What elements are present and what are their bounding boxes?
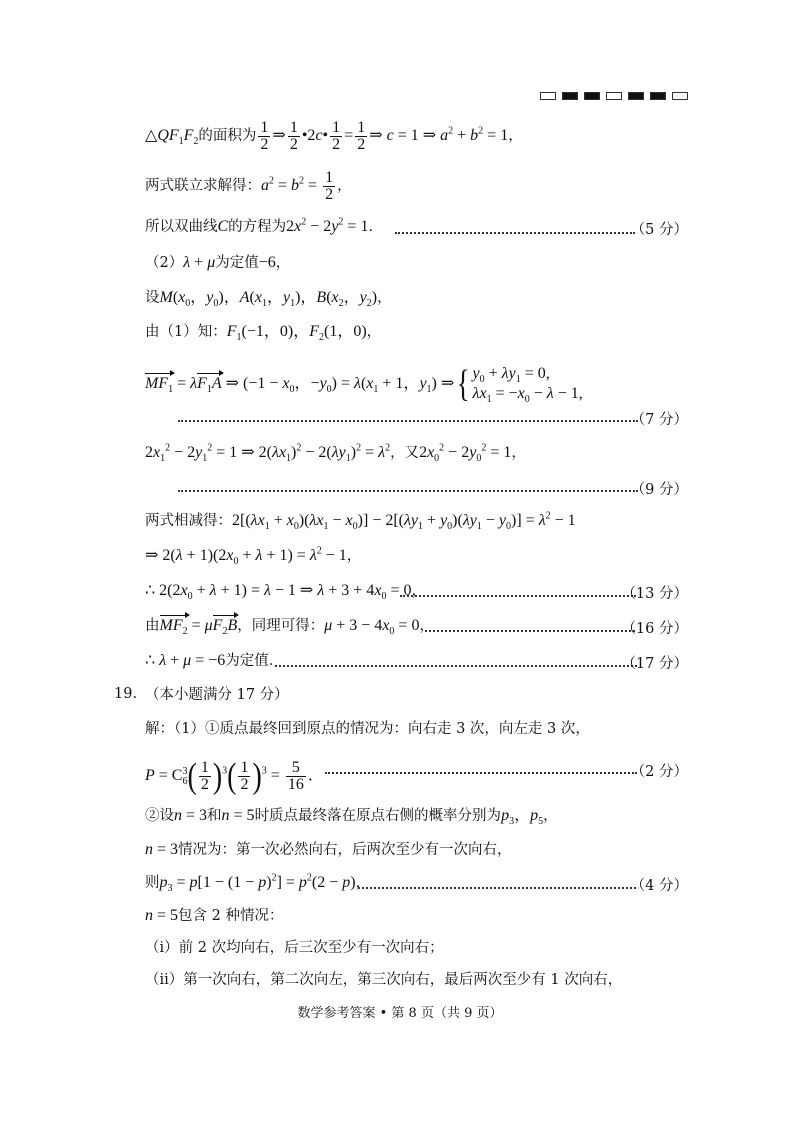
- score: （2 分）: [630, 764, 688, 780]
- mark-empty: [606, 92, 622, 100]
- line-substitute: $2x_1^2 - 2y_1^2 = 1$ ⇒ $2(\lambda x_1)^2 - 2(\lambda y_1)^2 = \lambda^2$，又$2x_0^2 - 2y_0^2 = 1$，: [145, 442, 526, 465]
- line-area: $\triangle QF_1F_2$的面积为 $\frac{1}{2}$ ⇒ $\frac{1}{2}$ •2c• $\frac{1}{2}$ = $\frac{1}{2}$ ⇒ c = 1 ⇒ $a^2 + b^2 = 1$，: [145, 119, 523, 153]
- question-number: 19.: [114, 686, 138, 702]
- dot-leader: [400, 595, 636, 597]
- mark-empty: [540, 92, 556, 100]
- line-vector-eq: $MF_1 = \lambda F_1A$ ⇒ ($-1 - x_0$，$-y_0) = \lambda(x_1 + 1$，$y_1$) ⇒{ $y_0 + \lambda y_1 = 0$, $\lambda x_1 = -x_0 - \lambda - 1$,: [145, 363, 583, 406]
- question-title: （本小题满分 17 分）: [145, 687, 289, 703]
- mark-filled: [628, 92, 644, 100]
- q19-case-n5: n = 5包含 2 种情况：: [145, 907, 284, 924]
- q19-p3: 则$p_3 = p[1 - (1 - p)^2] = p^2(2 - p)$，: [145, 872, 371, 895]
- line-conclusion: ∴ λ + μ = −6为定值．: [145, 652, 284, 669]
- mark-filled: [584, 92, 600, 100]
- dot-leader: [178, 420, 638, 422]
- line-solve: 两式联立求解得：$a^2 = b^2$ = $\frac{1}{2}$ ，: [145, 169, 352, 203]
- line-part2: （2）λ + μ为定值−6，: [145, 254, 291, 271]
- line-similarly: 由$MF_2 = \mu F_2B$，同理可得：$\mu + 3 - 4x_0 = 0$，: [145, 617, 434, 638]
- q19-probability: P = C 3 6 ( $\frac{1}{2}$ )$^3$( $\frac{1}{2}$ )$^3$ = $\frac{5}{16}$ ．: [145, 755, 324, 796]
- line-foci: 由（1）知：$F_1(-1$，0)，$F_2(1$，0)，: [145, 323, 382, 344]
- page-footer: 数学参考答案 • 第 8 页（共 9 页）: [297, 1006, 503, 1021]
- line-simplify: ⇒ $2(\lambda + 1)(2x_0 + \lambda + 1) = \lambda^2 - 1$，: [145, 545, 362, 568]
- q19-case-n3: n = 3情况为：第一次必然向右，后两次至少有一次向右，: [145, 841, 512, 858]
- score: （13 分）: [621, 586, 688, 602]
- line-therefore-1: ∴ $2(2x_0 + \lambda + 1) = \lambda - 1$ ⇒ $\lambda + 3 + 4x_0 = 0$，: [145, 582, 426, 603]
- dot-leader: [425, 630, 635, 632]
- header-marks: [540, 92, 688, 100]
- score: （17 分）: [621, 656, 688, 672]
- q19-step2: ②设n = 3和n = 5时质点最终落在原点右侧的概率分别为$p_3$，$p_5$，: [145, 807, 558, 828]
- dot-leader: [358, 887, 636, 889]
- dot-leader: [325, 772, 637, 774]
- mark-filled: [650, 92, 666, 100]
- score: （7 分）: [630, 412, 688, 428]
- q19-case-i: （ⅰ）前 2 次均向右，后三次至少有一次向右；: [145, 940, 444, 956]
- mark-filled: [562, 92, 578, 100]
- score: （4 分）: [630, 878, 688, 894]
- dot-leader: [395, 232, 635, 234]
- q19-case-ii: （ⅱ）第一次向右，第二次向左，第三次向右，最后两次至少有 1 次向右，: [145, 972, 623, 988]
- line-hyperbola: 所以双曲线C的方程为$2x^2 - 2y^2 = 1$．: [145, 216, 383, 235]
- mark-empty: [672, 92, 688, 100]
- score: （16 分）: [621, 621, 688, 637]
- dot-leader: [275, 665, 637, 667]
- score: （5 分）: [630, 222, 688, 238]
- score: （9 分）: [630, 482, 688, 498]
- q19-step1: 解：（1）①质点最终回到原点的情况为：向右走 3 次，向左走 3 次，: [145, 721, 590, 737]
- dot-leader: [178, 490, 638, 492]
- line-subtract: 两式相减得：$2[(\lambda x_1 + x_0)(\lambda x_1 - x_0)] - 2[(\lambda y_1 + y_0)(\lambda y_1 - y_0)] = \lambda^2 - 1$: [145, 510, 576, 533]
- line-points: 设$M(x_0$，$y_0$)，$A(x_1$，$y_1$)，$B(x_2$，$y_2$)，: [145, 289, 392, 310]
